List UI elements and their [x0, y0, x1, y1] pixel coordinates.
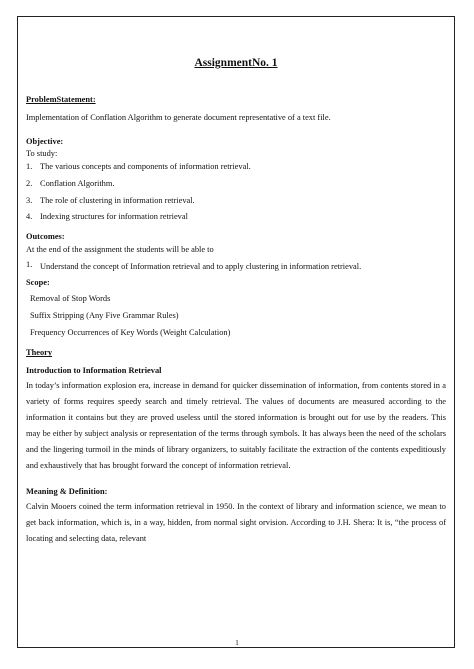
meaning-heading: Meaning & Definition:: [26, 486, 108, 496]
scope-item: Removal of Stop Words: [30, 294, 111, 304]
list-item: 1. Understand the concept of Information retrieval and to apply clustering in information retrieval.: [26, 260, 362, 272]
scope-item: Suffix Stripping (Any Five Grammar Rules): [30, 311, 179, 321]
document-body: [26, 56, 446, 547]
meaning-paragraph: Calvin Mooers coined the term information retrieval in 1950. In the context of library and information science, we mean to get back information, which is, in a way, hidden, from normal sight orvision. According to J.H. Shera: It is, “the process of locating and selecting data, relevant: [26, 502, 446, 544]
intro-heading: Introduction to Information Retrieval: [26, 365, 162, 375]
list-item: 2. Conflation Algorithm.: [26, 178, 115, 188]
problem-text: Implementation of Conflation Algorithm to generate document representative of a text file.: [26, 112, 331, 122]
scope-item: Frequency Occurrences of Key Words (Weight Calculation): [30, 328, 231, 338]
objective-list: [26, 161, 446, 223]
intro-paragraph: In today’s information explosion era, increase in demand for quicker dissemination of information, from contents stored in a variety of forms requires speedy search and timely retrieval. The values of documents are measured according to the information it contains but they are proved useless until the stored information is brought out for use by the readers. This may be either by subject analysis or representation of the terms through symbols. It has always been the need of the scholars and the lingering turmoil in the minds of library organizers, to suitably facilitate the extraction of the contents expeditiously and exhaustively that has brought forward the concept of information retrieval.: [26, 381, 446, 470]
theory-heading: Theory: [26, 348, 53, 358]
list-item: 3. The role of clustering in information retrieval.: [26, 195, 195, 205]
objective-intro: To study:: [26, 148, 58, 158]
page-title: AssignmentNo. 1: [194, 57, 278, 69]
problem-heading: ProblemStatement:: [26, 94, 96, 104]
list-item: 4. Indexing structures for information retrieval: [26, 212, 188, 222]
page-number: 1: [235, 638, 239, 647]
outcomes-heading: Outcomes:: [26, 231, 65, 241]
scope-heading: Scope:: [26, 278, 50, 287]
list-item: 1. The various concepts and components of information retrieval.: [26, 161, 251, 171]
outcomes-intro: At the end of the assignment the students will be able to: [26, 245, 214, 255]
objective-heading: Objective:: [26, 137, 64, 147]
